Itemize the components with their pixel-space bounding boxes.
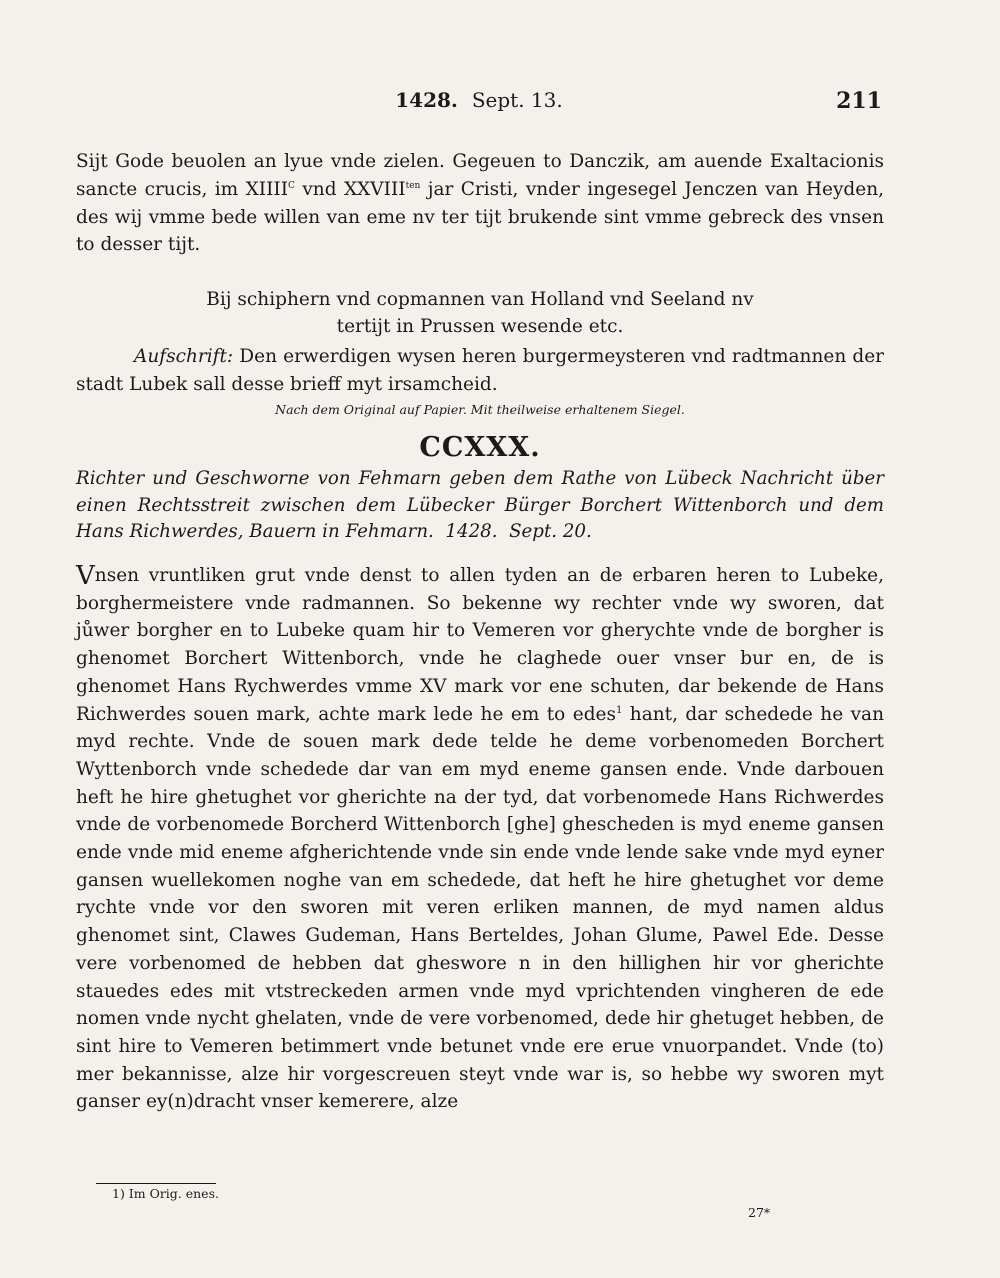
body-part-2: hant, dar schedede he van myd rechte. Vnde de souen mark dede telde he deme vorbenomeden Borchert Wyttenborch vnde schedede dar van em myd eneme gansen ende. Vnde darbouen heft he hire ghetughet vor gherichte na der tyd, dat vorbenomede Hans Richwerdes vnde de vorbenomede Borcherd Wittenborch [ghe] ghescheden is myd eneme gansen ende vnde mid eneme afgherichtende vnde sin ende vnde lende sake vnde myd eyner gansen wuellekomen noghe van em schedede, dat heft he hire ghetughet vor deme rychte vnde vor den sworen mit veren erliken mannen, de myd namen aldus ghenomet sint, Clawes Gudeman, Hans Berteldes, Johan Glume, Pawel Ede. Desse vere vorbenomed de hebben dat gheswore n in den hillighen hir vor gherichte stauedes edes mit vtstreckeden armen vnde myd vprichtenden vingheren de ede nomen vnde nycht ghelaten, vnde de vere vorbenomed, dede hir ghetuget hebben, de sint hire to Vemeren betimmert vnde betunet vnde ere erue vnuorpandet. Vnde (to) mer bekannisse, alze hir vorgescreuen steyt vnde war is, so hebbe wy sworen myt ganser ey(n)dracht vnser kemerere, alze: [76, 703, 884, 1113]
footnote-divider: [96, 1183, 216, 1184]
closing-mid: vnd XXVIII: [294, 178, 406, 200]
address-paragraph: [76, 343, 884, 399]
closing-sup-c: C: [288, 180, 295, 191]
summary-day: Sept. 20.: [509, 521, 592, 542]
closing-sup-ten: ten: [405, 180, 421, 191]
page-header: [76, 88, 882, 118]
source-note: Nach dem Original auf Papier. Mit theilweise erhaltenem Siegel.: [275, 402, 685, 417]
header-year: 1428.: [395, 88, 458, 112]
address-label: Aufschrift:: [134, 346, 234, 367]
page-number: 211: [836, 88, 882, 114]
header-date: [76, 88, 882, 112]
closing-text: Sijt Gode beuolen an lyue vnde zielen. Gegeuen to Danczik, am auende Exaltacionis sancte crucis, im XIIII: [76, 151, 884, 200]
document-summary: [76, 466, 884, 546]
document-body: [76, 562, 884, 1116]
address-text: Den erwerdigen wysen heren burgermeysteren vnd radtmannen der stadt Lubek sall desse brieff myt irsamcheid.: [76, 346, 884, 395]
signature-mark: 27*: [748, 1205, 771, 1220]
body-part-1: nsen vruntliken grut vnde denst to allen tyden an de erbaren heren to Lubeke, borghermeistere vnde radmannen. So bekenne wy rechter vnde wy sworen, dat jůwer borgher en to Lubeke quam hir to Vemeren vor gherychte vnde de borgher is ghenomet Borchert Wittenborch, vnde he claghede ouer vnser bur en, de is ghenomet Hans Rychwerdes vmme XV mark vor ene schuten, dar bekende de Hans Richwerdes souen mark, achte mark lede he em to edes: [76, 565, 884, 725]
footnote: 1) Im Orig. enes.: [112, 1186, 219, 1201]
summary-text: Richter und Geschworne von Fehmarn geben dem Rathe von Lübeck Nachricht über einen Rechtsstreit zwischen dem Lübecker Bürger Borchert Wittenborch und dem Hans Richwerdes, Bauern in Fehmarn.: [76, 468, 884, 542]
header-day: Sept. 13.: [471, 88, 563, 112]
summary-year: 1428.: [445, 521, 498, 542]
sender-line-1: Bij schiphern vnd copmannen van Holland vnd Seeland nv: [206, 289, 754, 310]
document-number: CCXXX.: [419, 432, 541, 463]
footnote-reference: 1: [616, 704, 623, 716]
letter-closing: [76, 148, 884, 259]
closing-rest: jar Cristi, vnder ingesegel Jenczen van Heyden, des wij vmme bede willen van eme nv ter tijt brukende sint vmme gebreck des vnsen to desser tijt.: [76, 178, 884, 256]
sender-line-2: tertijt in Prussen wesende etc.: [336, 316, 624, 337]
drop-cap: V: [76, 561, 95, 591]
